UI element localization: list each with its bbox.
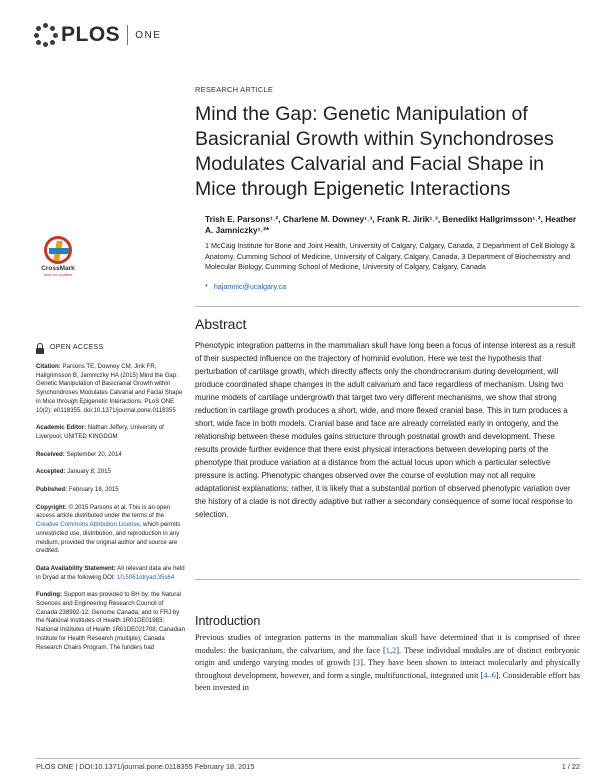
copyright-text-post: , which permits unrestricted use, distribution, and reproduction in any medium, provided the original author and source are credited. — [36, 521, 181, 555]
crossmark-label: CrossMark — [41, 265, 75, 272]
abstract-heading: Abstract — [195, 316, 247, 332]
corresponding-email-link[interactable]: hajamnic@ucalgary.ca — [213, 282, 287, 291]
introduction-heading: Introduction — [195, 614, 261, 628]
corresponding-marker: * — [205, 282, 208, 291]
ref-link-3[interactable]: 3 — [355, 658, 361, 668]
copyright-label: Copyright: — [36, 503, 67, 511]
editor-block — [36, 424, 186, 441]
ref-link-1[interactable]: 1 — [385, 645, 390, 655]
logo-divider — [127, 25, 128, 45]
page-number: 1 / 22 — [561, 762, 580, 771]
intro-text-5: ]. Considerable effort has been invested in — [195, 670, 580, 693]
plos-logo-icon — [34, 23, 58, 47]
license-link[interactable]: Creative Commons Attribution License — [36, 521, 140, 529]
journal-name: ONE — [135, 29, 162, 41]
affiliations: 1 McCaig Institute for Bone and Joint Health, University of Calgary, Calgary, Canada, 2 Department of Cell Biology & Anatomy, Cumming School of Medicine, University of Calgary, Calgary, Canada, 3 Department of Biochemistry and Molecular Biology, Cumming School of Medicine, University of Calgary, Calgary, Canada — [205, 241, 576, 271]
funding-label: Funding: — [36, 591, 63, 599]
received-date: September 20, 2014 — [66, 450, 122, 458]
data-availability-label: Data Availability Statement: — [36, 564, 116, 572]
copyright-block — [36, 504, 186, 556]
abstract-top-rule — [195, 306, 580, 307]
footer-rule — [36, 758, 580, 759]
funding-text: Support was provided to BH by: the Natural Sciences and Engineering Research Council of Canada 238992-12; Genome Canada; and to FRJ by the National Institutes of Health 1R01DE01983; National Institutes of Health 1R01DE021708; Canadian Institute for Health Research (multiple); Canada Research Chairs Program. The funders had — [36, 591, 186, 651]
open-lock-icon — [36, 343, 44, 354]
introduction-paragraph — [195, 632, 580, 695]
editor-label: Academic Editor: — [36, 424, 87, 432]
data-availability-block — [36, 565, 186, 582]
abstract-text: Phenotypic integration patterns in the mammalian skull have long been a focus of intense interest as a result of their suspected influence on the trajectory of hominid evolution. Here we test the hypothesis that perturbation of cartilage growth, which directly affects only the chondrocranium during development, will produce coordinated shape changes in the adult calvarium and face regardless of mechanism. Using two murine models of cartilage undergrowth that target two very different mechanisms, we show that strong reduction in cartilage growth produces a short, wide, and more flexed cranial base. This in turn produces a short, wide face in both models. Cranial base and face are already correlated early in ontogeny, and the relationship between these modules gains structure through postnatal growth and development. These results provide further evidence that there exist physical interactions between developing parts of the phenotype that produce variation at a distance from the actual locus upon which a particular selective pressure is acting. Phenotypic changes observed over the course of evolution may not all require adaptationist explanations; rather, it is likely that a substantial portion of observed phenotypic variation over the history of a clade is not directly adaptive but rather a secondary consequence of some local response to selection. — [195, 341, 576, 519]
crossmark-icon — [44, 236, 72, 264]
citation-block — [36, 363, 186, 415]
crossmark-badge[interactable] — [40, 236, 76, 277]
data-availability-text: All relevant data are held in Dryad at the following DOI: — [36, 564, 185, 581]
received-label: Received: — [36, 450, 65, 458]
received-block — [36, 451, 186, 460]
citation-label: Citation: — [36, 363, 61, 370]
published-block — [36, 486, 186, 495]
ref-link-2[interactable]: 2 — [392, 645, 397, 655]
ref-link-4-6[interactable]: 4–6 — [483, 670, 496, 680]
article-title: Mind the Gap: Genetic Manipulation of Basicranial Growth within Synchondroses Modulates Calvarial and Facial Shape in Mice through Epigenetic Interactions — [195, 103, 554, 200]
funding-block — [36, 591, 186, 652]
published-label: Published: — [36, 486, 68, 494]
intro-text-4: ]. They have been shown to interact molecularly and physically throughout development, however, and form a single, multifunctional, integrated unit [ — [195, 658, 580, 680]
footer-citation: PLOS ONE | DOI:10.1371/journal.pone.0118355 February 18, 2015 — [36, 762, 255, 771]
article-sidebar — [36, 343, 186, 661]
brand-name: PLOS — [61, 23, 121, 46]
intro-text-3: ]. These individual modules are of distinct embryonic origin and undergo varying modes of growth [ — [195, 645, 580, 668]
open-access-label: OPEN ACCESS — [50, 344, 104, 352]
citation-text: Parsons TE, Downey CM, Jirik FR, Hallgrimsson B, Jamniczky HA (2015) Mind the Gap: Genetic Manipulation of Basicranial Growth within Synchondroses Modulates Calvarial and Facial Shape in Mice through Epigenetic Interactions. PLoS ONE 10(2): e0118355. doi:10.1371/journal.pone.0118355 — [36, 363, 183, 414]
author-list: Trish E. Parsons¹˒², Charlene M. Downey¹˒³, Frank R. Jirik¹˒³, Benedikt Hallgrimsson¹˒², Heather A. Jamniczky¹˒²* — [205, 214, 577, 235]
intro-text-1: Previous studies of integration patterns in the mammalian skull have determined that it is comprised of three modules: the basicranium, the calvarium, and the face [ — [195, 633, 580, 655]
open-access-badge — [36, 343, 186, 354]
corresponding-author — [205, 282, 286, 291]
accepted-date: January 8, 2015 — [67, 468, 111, 476]
copyright-text-pre: © 2015 Parsons et al. This is an open access article distributed under the terms of the — [36, 503, 171, 520]
abstract-bottom-rule — [195, 579, 580, 580]
intro-text-2: , — [389, 645, 393, 655]
crossmark-sublabel: click for updates — [43, 272, 73, 277]
published-date: February 18, 2015 — [68, 486, 119, 494]
editor-text: Nathan Jeffery, University of Liverpool, UNITED KINGDOM — [36, 424, 164, 440]
accepted-label: Accepted: — [36, 468, 66, 476]
accepted-block — [36, 468, 186, 477]
article-type: RESEARCH ARTICLE — [195, 85, 274, 94]
dryad-doi-link[interactable]: 10.5061/dryad.35s64 — [116, 573, 175, 581]
plos-one-logo — [34, 22, 161, 48]
